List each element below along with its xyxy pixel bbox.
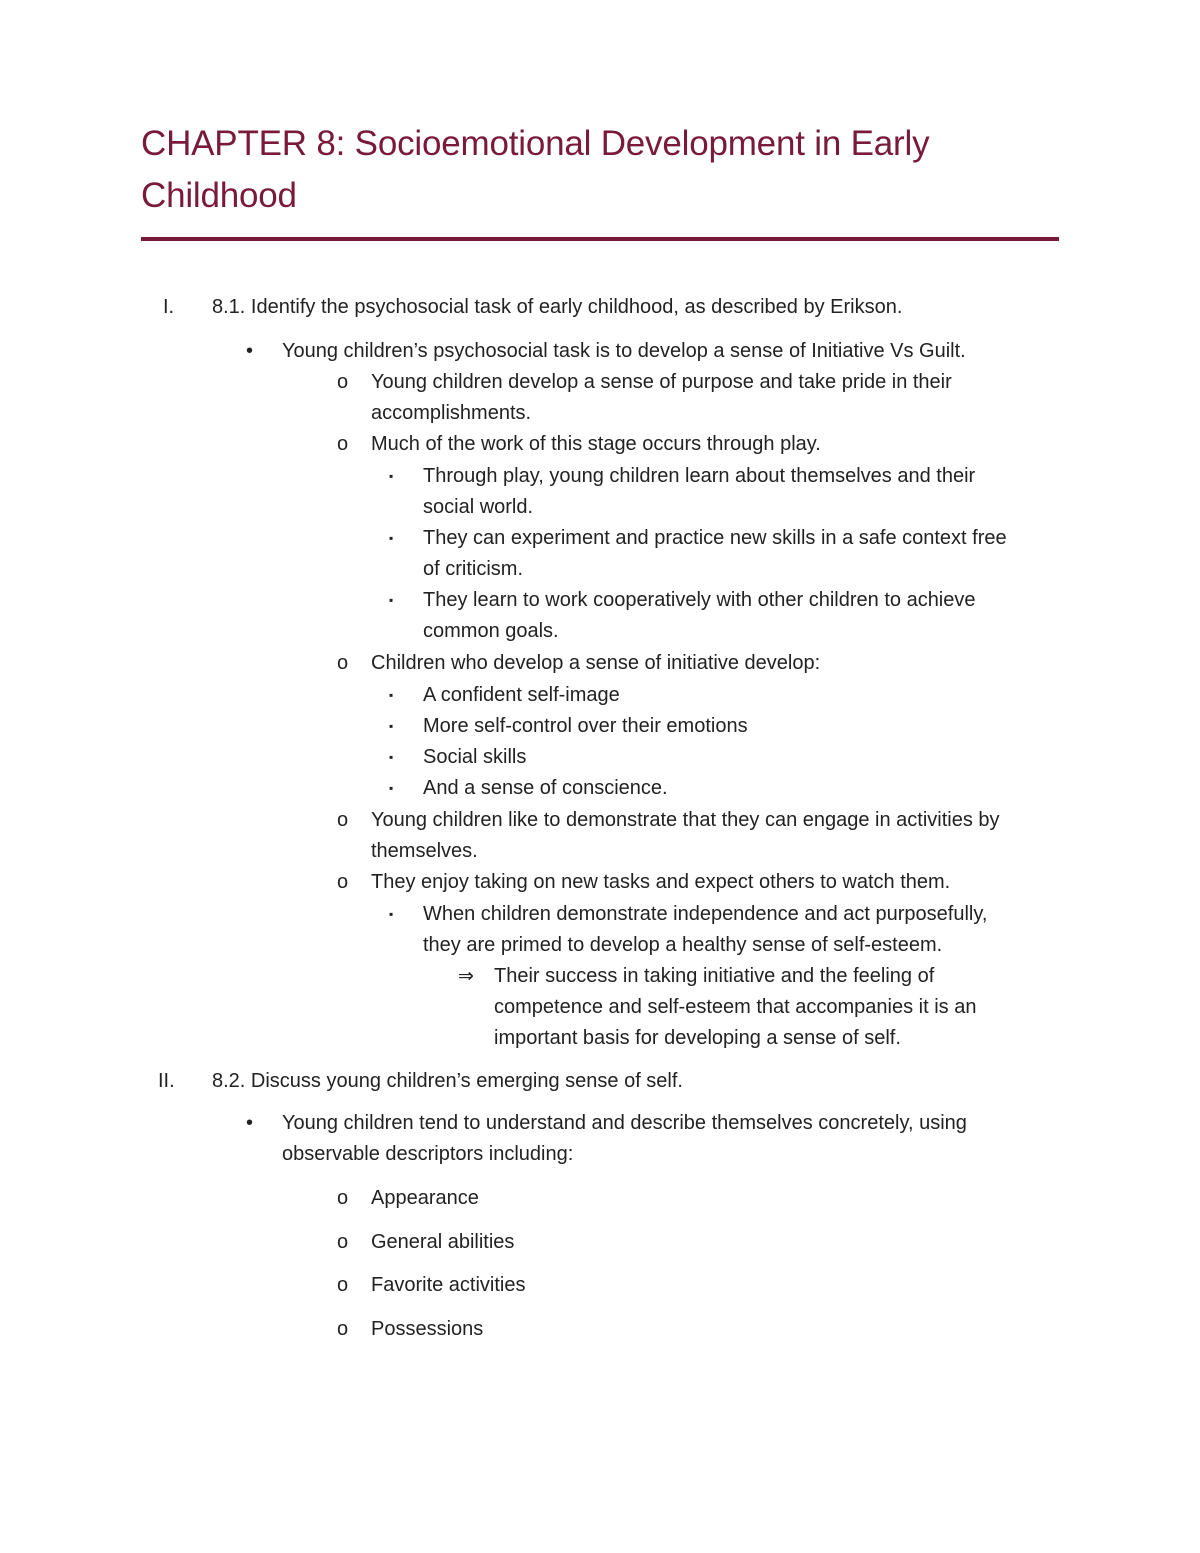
section1-sub3: Children who develop a sense of initiative develop: [371,652,821,674]
section1-sub2: Much of the work of this stage occurs through play. [371,433,821,455]
section1-sub3-item3: Social skills [423,746,527,768]
square-bullet-icon: ▪ [389,719,394,733]
section1-sub4-line1: Young children like to demonstrate that they can engage in activities by [371,809,1000,831]
circle-bullet-icon: o [337,433,349,455]
circle-bullet-icon: o [337,1231,349,1253]
section1-bullet: Young children’s psychosocial task is to develop a sense of Initiative Vs Guilt. [282,340,966,362]
square-bullet-icon: ▪ [389,593,394,607]
circle-bullet-icon: o [337,652,349,674]
section1-heading: 8.1. Identify the psychosocial task of early childhood, as described by Erikson. [212,296,903,318]
section1-sub2-item1-line1: Through play, young children learn about themselves and their [423,465,976,487]
section1-sub1-line2: accomplishments. [371,402,532,424]
section2-item1: Appearance [371,1187,479,1209]
section1-sub2-item1-line2: social world. [423,496,534,518]
section1-sub3-item4: And a sense of conscience. [423,777,668,799]
circle-bullet-icon: o [337,371,349,393]
circle-bullet-icon: o [337,1318,349,1340]
section1-sub3-item1: A confident self-image [423,684,620,706]
section1-sub1-line1: Young children develop a sense of purpose and take pride in their [371,371,952,393]
section1-sub5-arrow-line3: important basis for developing a sense of self. [494,1027,901,1049]
chapter-title [141,118,1061,222]
section1-sub4-line2: themselves. [371,840,478,862]
roman-numeral-2: II. [158,1070,175,1092]
square-bullet-icon: ▪ [389,688,394,702]
bullet-icon: • [246,340,254,362]
section1-sub2-item3-line2: common goals. [423,620,559,642]
title-divider [141,237,1059,241]
section2-item3: Favorite activities [371,1274,526,1296]
section2-bullet-line2: observable descriptors including: [282,1143,574,1165]
section1-sub5: They enjoy taking on new tasks and expect others to watch them. [371,871,951,893]
section1-sub3-item2: More self-control over their emotions [423,715,748,737]
chapter-title-line2: Childhood [141,176,297,215]
section2-item2: General abilities [371,1231,515,1253]
section1-sub5-arrow-line2: competence and self-esteem that accompanies it is an [494,996,977,1018]
section1-sub5-arrow-line1: Their success in taking initiative and the feeling of [494,965,935,987]
square-bullet-icon: ▪ [389,750,394,764]
bullet-icon: • [246,1112,254,1134]
circle-bullet-icon: o [337,809,349,831]
circle-bullet-icon: o [337,1274,349,1296]
section2-item4: Possessions [371,1318,484,1340]
section2-bullet-line1: Young children tend to understand and describe themselves concretely, using [282,1112,967,1134]
square-bullet-icon: ▪ [389,907,394,921]
circle-bullet-icon: o [337,1187,349,1209]
section1-sub5-item1-line2: they are primed to develop a healthy sense of self-esteem. [423,934,943,956]
square-bullet-icon: ▪ [389,781,394,795]
circle-bullet-icon: o [337,871,349,893]
section1-sub2-item2-line2: of criticism. [423,558,523,580]
square-bullet-icon: ▪ [389,531,394,545]
roman-numeral-1: I. [163,296,175,318]
section1-sub2-item3-line1: They learn to work cooperatively with other children to achieve [423,589,976,611]
section1-sub5-item1-line1: When children demonstrate independence and act purposefully, [423,903,988,925]
square-bullet-icon: ▪ [389,469,394,483]
section2-heading: 8.2. Discuss young children’s emerging sense of self. [212,1070,683,1092]
section1-sub2-item2-line1: They can experiment and practice new skills in a safe context free [423,527,1007,549]
arrow-right-icon: ⇒ [458,966,474,987]
chapter-title-line1: CHAPTER 8: Socioemotional Development in Early [141,124,930,163]
